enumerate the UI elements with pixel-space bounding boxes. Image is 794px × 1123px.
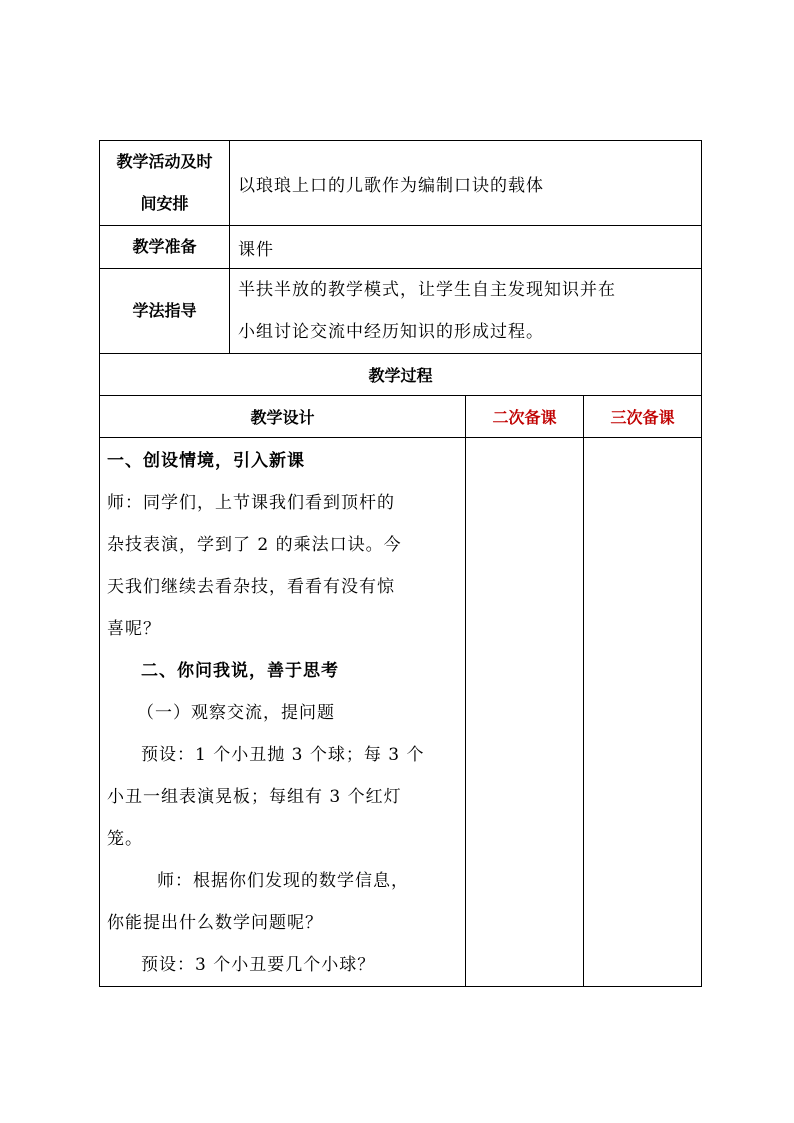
value-method-line1: 半扶半放的教学模式，让学生自主发现知识并在	[238, 280, 616, 300]
row-design-content	[100, 438, 702, 987]
design-p2-line1: 预设：1 个小丑抛 3 个球；每 3 个	[141, 745, 425, 765]
row-activity	[100, 141, 702, 226]
design-p1-line4: 喜呢？	[107, 619, 161, 639]
design-content	[100, 438, 466, 987]
col-head-second: 二次备课	[466, 396, 584, 438]
design-p1-line1: 师：同学们，上节课我们看到顶杆的	[107, 493, 395, 513]
value-method-line2: 小组讨论交流中经历知识的形成过程。	[238, 322, 544, 342]
design-p4-line1: 预设：3 个小丑要几个小球？	[141, 955, 376, 975]
process-header: 教学过程	[100, 354, 702, 396]
value-preparation: 课件	[230, 226, 702, 269]
row-method	[100, 269, 702, 354]
row-column-headers	[100, 396, 702, 438]
design-sub-1: （一）观察交流，提问题	[137, 703, 335, 723]
label-activity-line1: 教学活动及时	[116, 152, 213, 171]
design-heading-1: 一、创设情境，引入新课	[107, 451, 305, 471]
label-method: 学法指导	[100, 269, 230, 354]
second-prep-cell	[466, 438, 584, 987]
row-process-header	[100, 354, 702, 396]
design-p2-line2: 小丑一组表演晃板；每组有 3 个红灯	[107, 787, 402, 807]
row-preparation	[100, 226, 702, 269]
col-head-design: 教学设计	[100, 396, 466, 438]
value-method	[230, 269, 702, 354]
col-head-third: 三次备课	[584, 396, 702, 438]
design-p1-line2: 杂技表演，学到了 2 的乘法口诀。今	[107, 535, 402, 555]
third-prep-cell	[584, 438, 702, 987]
design-p1-line3: 天我们继续去看杂技，看看有没有惊	[107, 577, 395, 597]
label-preparation: 教学准备	[100, 226, 230, 269]
design-p3-line2: 你能提出什么数学问题呢？	[107, 913, 323, 933]
design-p3-line1: 师：根据你们发现的数学信息，	[157, 871, 409, 891]
value-activity: 以琅琅上口的儿歌作为编制口诀的载体	[230, 141, 702, 226]
design-heading-2: 二、你问我说，善于思考	[141, 661, 339, 681]
design-p2-line3: 笼。	[107, 829, 143, 849]
lesson-plan-table	[99, 140, 702, 987]
label-activity-line2: 间安排	[140, 194, 189, 213]
label-activity	[100, 141, 230, 226]
